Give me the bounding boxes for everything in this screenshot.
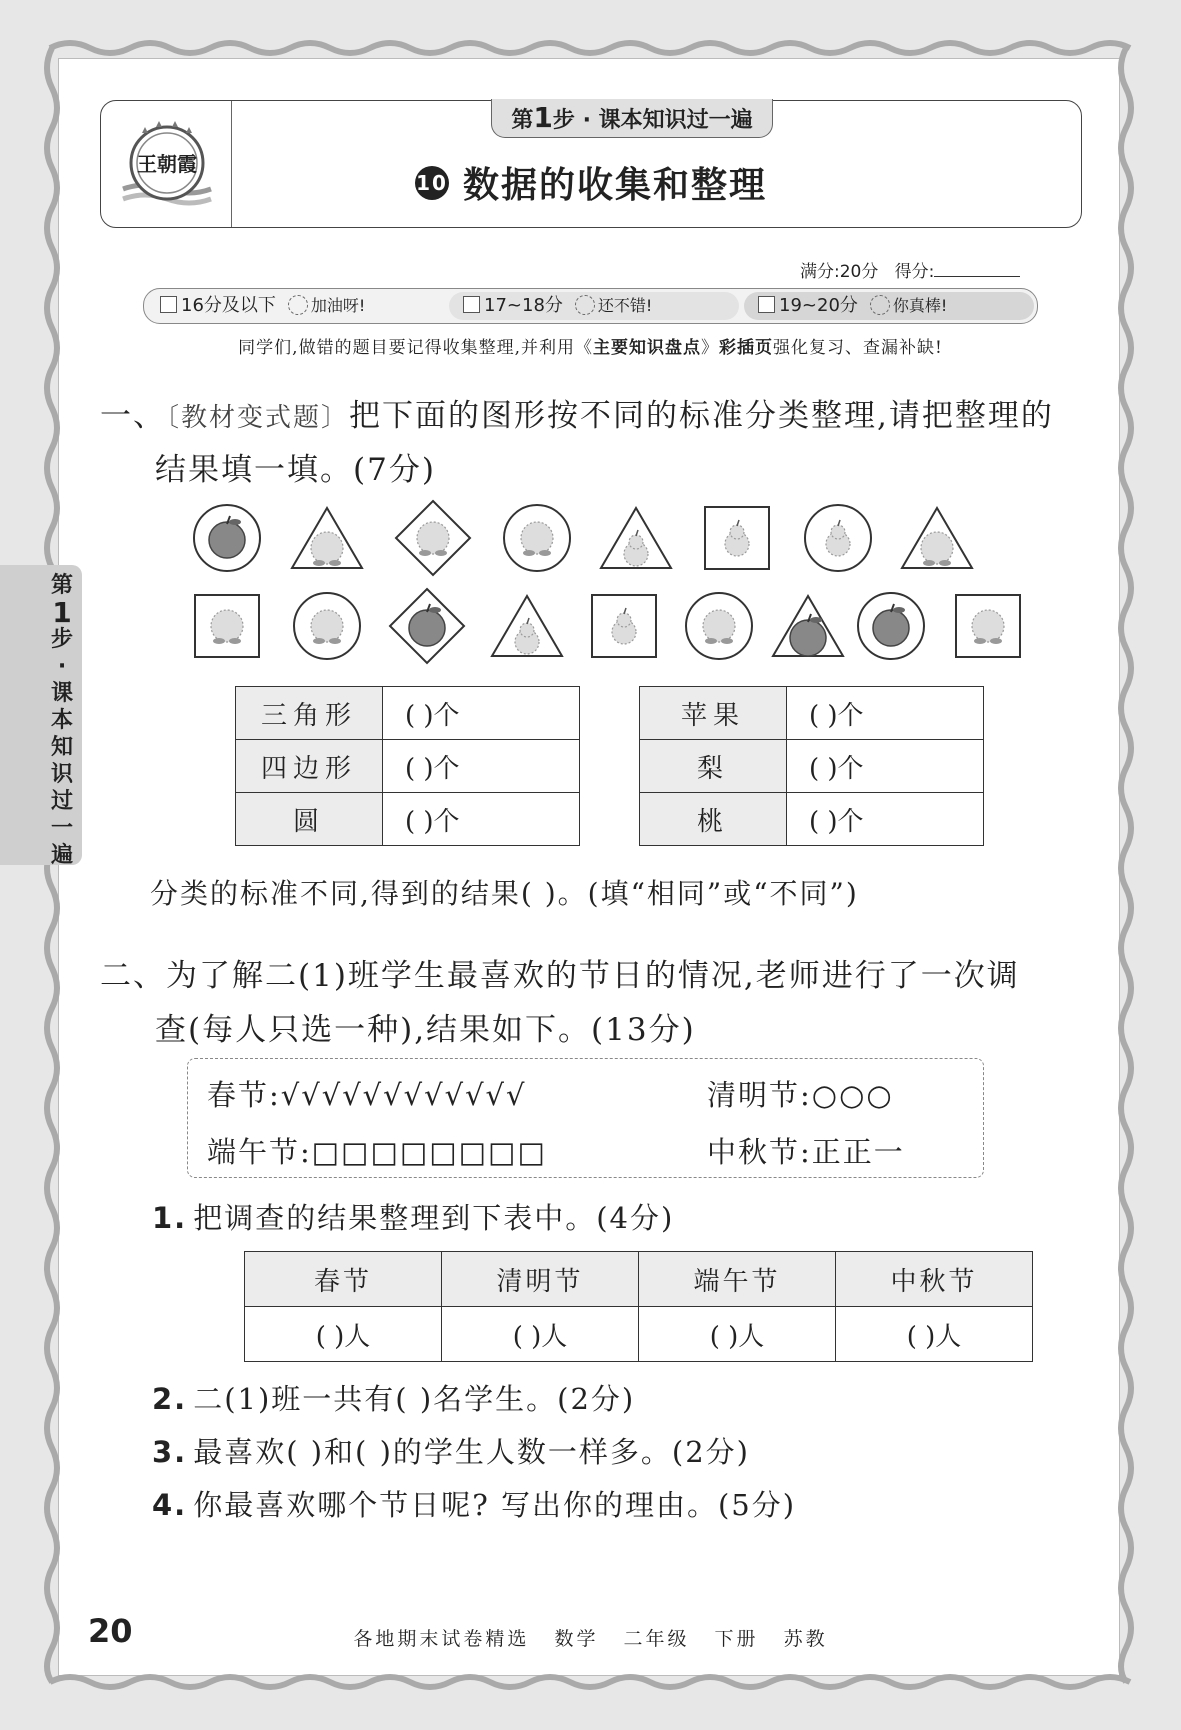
sub-question-1: 1. 把调查的结果整理到下表中。(4分) bbox=[152, 1201, 675, 1235]
triangle-figure bbox=[773, 596, 843, 656]
table-header: 端午节 bbox=[639, 1252, 836, 1307]
table-label: 桃 bbox=[640, 793, 787, 846]
side-step-text: 第 1 步 · 课 本 知 识 过 一 遍 bbox=[50, 573, 73, 868]
peach-icon bbox=[703, 610, 735, 644]
table-label: 三角形 bbox=[236, 687, 383, 740]
table-header-row bbox=[245, 1252, 1033, 1307]
svg-text:王朝霞: 王朝霞 bbox=[137, 152, 197, 176]
circle-figure bbox=[858, 593, 924, 659]
answer-blank[interactable]: ( )个 bbox=[787, 740, 984, 793]
table-header: 清明节 bbox=[442, 1252, 639, 1307]
table-row bbox=[640, 687, 984, 740]
peach-icon bbox=[521, 522, 553, 556]
table-row bbox=[640, 740, 984, 793]
answer-blank[interactable]: ( )人 bbox=[639, 1307, 836, 1362]
lesson-header bbox=[100, 100, 1082, 228]
question-2-line-1: 二、为了解二(1)班学生最喜欢的节日的情况,老师进行了一次调 bbox=[100, 958, 1020, 994]
score-level-bar bbox=[143, 288, 1038, 324]
peach-icon bbox=[311, 610, 343, 644]
survey-midautumn: 中秋节:正正一 bbox=[707, 1135, 905, 1169]
answer-blank[interactable]: ( )个 bbox=[383, 687, 580, 740]
question-1-fill[interactable]: 分类的标准不同,得到的结果( )。(填“相同”或“不同”) bbox=[150, 877, 859, 910]
sub-question-4[interactable]: 4. 你最喜欢哪个节日呢? 写出你的理由。(5分) bbox=[152, 1488, 797, 1522]
circle-figure bbox=[805, 505, 871, 571]
checkbox[interactable] bbox=[463, 296, 480, 313]
page-title: 10 数据的收集和整理 bbox=[416, 165, 767, 206]
table-label: 圆 bbox=[236, 793, 383, 846]
study-note: 同学们,做错的题目要记得收集整理,并利用《主要知识盘点》彩插页强化复习、查漏补缺! bbox=[238, 338, 943, 358]
fruit-count-table bbox=[639, 686, 984, 846]
triangle-figure bbox=[601, 508, 671, 568]
peach-icon bbox=[211, 610, 243, 644]
table-label: 苹果 bbox=[640, 687, 787, 740]
score-level-high: 19~20分 你真棒! bbox=[744, 292, 1034, 320]
square-figure bbox=[195, 595, 259, 657]
score-level-mid: 17~18分 还不错! bbox=[449, 292, 739, 320]
unit-number-badge: 10 bbox=[415, 166, 449, 200]
shape-count-table bbox=[235, 686, 580, 846]
circle-figure bbox=[294, 593, 360, 659]
peach-icon bbox=[417, 522, 449, 556]
circle-figure bbox=[504, 505, 570, 571]
sub-question-3[interactable]: 3. 最喜欢( )和( )的学生人数一样多。(2分) bbox=[152, 1435, 750, 1469]
triangle-figure bbox=[292, 508, 362, 568]
square-figure bbox=[592, 595, 656, 657]
answer-blank[interactable]: ( )人 bbox=[836, 1307, 1033, 1362]
survey-duanwu: 端午节:□□□□□□□□ bbox=[207, 1135, 547, 1169]
peach-icon bbox=[311, 532, 343, 566]
question-1-line-1: 一、〔教材变式题〕把下面的图形按不同的标准分类整理,请把整理的 bbox=[100, 398, 1054, 434]
checkbox[interactable] bbox=[758, 296, 775, 313]
footer-text: 各地期末试卷精选 数学 二年级 下册 苏教 bbox=[353, 1628, 828, 1650]
score-blank[interactable] bbox=[934, 276, 1020, 277]
festival-table bbox=[244, 1251, 1033, 1362]
triangle-figure bbox=[902, 508, 972, 568]
triangle-figure bbox=[492, 596, 562, 656]
table-row bbox=[640, 793, 984, 846]
table-header: 中秋节 bbox=[836, 1252, 1033, 1307]
score-line: 满分:20分 得分: bbox=[800, 257, 1020, 282]
checkbox[interactable] bbox=[160, 296, 177, 313]
square-figure bbox=[956, 595, 1020, 657]
answer-blank[interactable]: ( )个 bbox=[787, 687, 984, 740]
page-number: 20 bbox=[88, 1612, 133, 1650]
diamond-figure bbox=[390, 589, 464, 663]
answer-blank[interactable]: ( )人 bbox=[245, 1307, 442, 1362]
circle-figure bbox=[194, 505, 260, 571]
answer-blank[interactable]: ( )个 bbox=[383, 793, 580, 846]
face-icon bbox=[288, 295, 308, 315]
diamond-figure bbox=[396, 501, 470, 575]
survey-spring: 春节:√√√√√√√√√√√√ bbox=[207, 1078, 527, 1112]
table-row bbox=[236, 740, 580, 793]
table-label: 梨 bbox=[640, 740, 787, 793]
score-level-low: 16分及以下 加油呀! bbox=[146, 292, 436, 320]
answer-blank[interactable]: ( )人 bbox=[442, 1307, 639, 1362]
face-icon bbox=[870, 295, 890, 315]
step-tab: 第1步 · 课本知识过一遍 bbox=[491, 99, 773, 138]
circle-figure bbox=[686, 593, 752, 659]
answer-blank[interactable]: ( )个 bbox=[787, 793, 984, 846]
question-1-line-2: 结果填一填。(7分) bbox=[155, 452, 436, 488]
table-label: 四边形 bbox=[236, 740, 383, 793]
peach-icon bbox=[972, 610, 1004, 644]
face-icon bbox=[575, 295, 595, 315]
table-row bbox=[236, 793, 580, 846]
square-figure bbox=[705, 507, 769, 569]
table-row bbox=[245, 1307, 1033, 1362]
table-row bbox=[236, 687, 580, 740]
sub-question-2[interactable]: 2. 二(1)班一共有( )名学生。(2分) bbox=[152, 1382, 636, 1416]
peach-icon bbox=[921, 532, 953, 566]
table-header: 春节 bbox=[245, 1252, 442, 1307]
answer-blank[interactable]: ( )个 bbox=[383, 740, 580, 793]
question-2-line-2: 查(每人只选一种),结果如下。(13分) bbox=[155, 1012, 696, 1048]
survey-qingming: 清明节:○○○ bbox=[707, 1078, 894, 1112]
